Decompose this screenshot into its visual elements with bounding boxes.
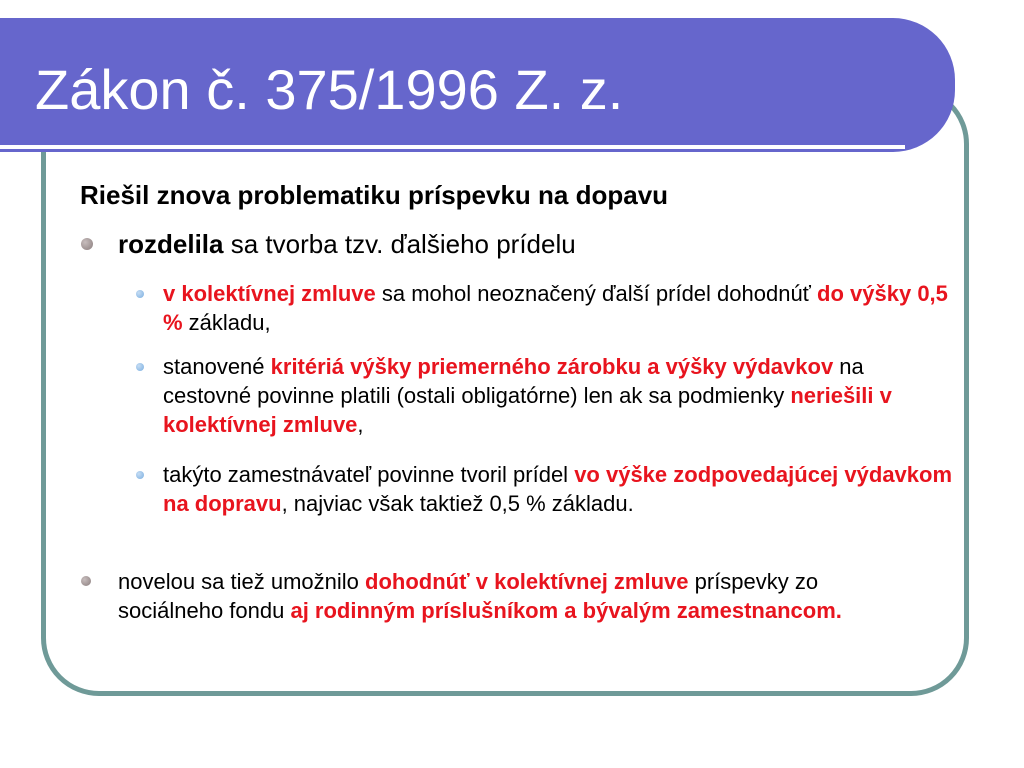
subbullet-text: takýto zamestnávateľ povinne tvoril prídel bbox=[163, 462, 575, 487]
highlight-text: kritériá výšky priemerného zárobku a výšky výdavkov bbox=[270, 354, 834, 379]
subbullet-zamestnavatel bbox=[163, 460, 953, 518]
bullet-dot-icon bbox=[81, 576, 91, 586]
slide-title: Zákon č. 375/1996 Z. z. bbox=[35, 58, 624, 121]
highlight-text: aj rodinným príslušníkom a bývalým zamestnancom. bbox=[290, 598, 842, 623]
bullet-text: sa tvorba tzv. ďalšieho prídelu bbox=[223, 229, 576, 259]
highlight-text: v kolektívnej zmluve bbox=[163, 281, 376, 306]
title-bar bbox=[0, 18, 955, 152]
bullet-text: príspevky zo sociálneho fondu bbox=[118, 569, 819, 623]
bullet-novela bbox=[118, 567, 918, 625]
subbullet-text: sa mohol neoznačený ďalší prídel dohodnúť bbox=[375, 281, 818, 306]
subbullet-dot-icon bbox=[136, 363, 144, 371]
highlight-text: neriešili v kolektívnej zmluve bbox=[163, 383, 892, 437]
subbullet-dot-icon bbox=[136, 290, 144, 298]
bullet-text: novelou sa tiež umožnilo bbox=[118, 569, 366, 594]
bullet-dot-icon bbox=[81, 238, 93, 250]
highlight-text: do výšky 0,5 % bbox=[163, 281, 948, 335]
bullet-rozdelila bbox=[118, 229, 938, 260]
subbullet-text: základu, bbox=[182, 310, 271, 335]
subbullet-kolektivna-zmluva bbox=[163, 279, 953, 337]
bullet-bold: rozdelila bbox=[118, 229, 224, 259]
title-underline bbox=[0, 145, 905, 149]
subbullet-text: , najviac však taktiež 0,5 % základu. bbox=[281, 491, 634, 516]
subbullet-text: , bbox=[357, 412, 364, 437]
highlight-text: dohodnúť v kolektívnej zmluve bbox=[365, 569, 689, 594]
subbullet-dot-icon bbox=[136, 471, 144, 479]
subbullet-text: na cestovné povinne platili (ostali obligatórne) len ak sa podmienky bbox=[163, 354, 864, 408]
subbullet-kriteria bbox=[163, 352, 953, 439]
subbullet-text: stanovené bbox=[163, 354, 271, 379]
highlight-text: vo výške zodpovedajúcej výdavkom na dopravu bbox=[163, 462, 953, 516]
slide-heading: Riešil znova problematiku príspevku na dopavu bbox=[80, 180, 669, 210]
